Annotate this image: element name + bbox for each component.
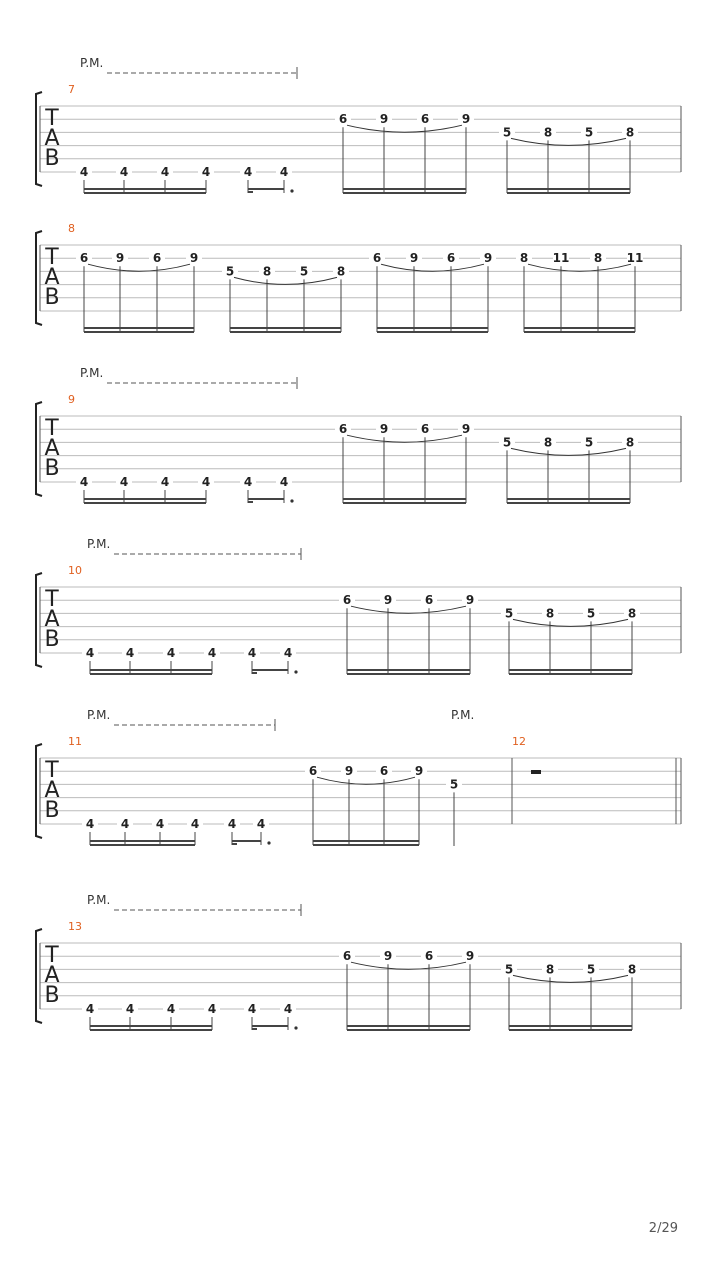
fret-number: 9: [379, 422, 389, 437]
palm-mute-label: P.M.: [87, 708, 111, 722]
fret-number: 5: [586, 606, 596, 621]
tab-clef-letter: T: [45, 416, 59, 441]
slur-arc: [347, 125, 462, 132]
fret-number: 5: [449, 777, 459, 792]
slur-arc: [351, 606, 466, 613]
fret-number: 4: [207, 1002, 217, 1016]
tab-clef-letter: B: [44, 146, 60, 171]
slur-arc: [513, 975, 628, 982]
fret-number: 4: [120, 817, 130, 831]
fret-number: 4: [283, 1002, 293, 1016]
fret-number: 8: [543, 125, 553, 140]
fret-number: 6: [79, 251, 89, 266]
slur-arc: [88, 264, 190, 271]
fret-number: 5: [584, 435, 594, 450]
fret-number: 6: [308, 764, 318, 779]
fret-number: 4: [247, 1002, 257, 1016]
fret-number: 8: [262, 264, 272, 279]
fret-number: 6: [342, 949, 352, 964]
palm-mute-label: P.M.: [80, 56, 104, 70]
fret-number: 6: [342, 593, 352, 608]
fret-number: 8: [625, 125, 635, 140]
slur-arc: [513, 619, 628, 626]
tab-clef-letter: A: [44, 436, 60, 461]
fret-number: 4: [201, 475, 211, 489]
fret-number: 8: [593, 251, 603, 266]
tab-clef-letter: A: [44, 607, 60, 632]
fret-number: 11: [552, 251, 570, 266]
fret-number: 4: [85, 817, 95, 831]
tab-clef-letter: A: [44, 778, 60, 803]
fret-number: 6: [420, 422, 430, 437]
fret-number: 8: [336, 264, 346, 279]
fret-number: 5: [299, 264, 309, 279]
fret-number: 4: [279, 475, 289, 489]
fret-number: 4: [85, 1002, 95, 1016]
rhythm-dot: [294, 1026, 297, 1029]
rhythm-dot: [267, 841, 270, 844]
fret-number: 4: [79, 165, 89, 179]
fret-number: 4: [119, 165, 129, 179]
slur-arc: [528, 264, 631, 271]
slur-arc: [381, 264, 484, 271]
fret-number: 9: [465, 593, 475, 608]
fret-number: 5: [584, 125, 594, 140]
whole-rest: [531, 770, 541, 774]
tab-clef-letter: T: [45, 587, 59, 612]
fret-number: 5: [504, 606, 514, 621]
fret-number: 9: [461, 112, 471, 127]
fret-number: 4: [247, 646, 257, 660]
fret-number: 11: [626, 251, 644, 266]
measure-number: 10: [68, 564, 82, 577]
palm-mute-label: P.M.: [87, 537, 111, 551]
fret-number: 8: [545, 962, 555, 977]
slur-arc: [234, 277, 337, 284]
fret-number: 4: [166, 646, 176, 660]
fret-number: 6: [379, 764, 389, 779]
fret-number: 4: [283, 646, 293, 660]
fret-number: 5: [504, 962, 514, 977]
fret-number: 4: [125, 646, 135, 660]
tab-clef-letter: A: [44, 265, 60, 290]
fret-number: 6: [152, 251, 162, 266]
fret-number: 9: [461, 422, 471, 437]
tab-clef-letter: B: [44, 285, 60, 310]
fret-number: 4: [160, 165, 170, 179]
fret-number: 5: [502, 125, 512, 140]
fret-number: 6: [424, 949, 434, 964]
fret-number: 6: [424, 593, 434, 608]
tab-clef-letter: B: [44, 456, 60, 481]
tab-clef-letter: T: [45, 758, 59, 783]
fret-number: 4: [243, 475, 253, 489]
fret-number: 9: [189, 251, 199, 266]
tab-clef-letter: T: [45, 943, 59, 968]
fret-number: 4: [256, 817, 266, 831]
fret-number: 9: [409, 251, 419, 266]
rhythm-dot: [294, 670, 297, 673]
staff-system: [36, 719, 681, 846]
fret-number: 4: [160, 475, 170, 489]
measure-number: 7: [68, 83, 75, 96]
fret-number: 5: [502, 435, 512, 450]
fret-number: 5: [225, 264, 235, 279]
fret-number: 9: [383, 593, 393, 608]
fret-number: 4: [79, 475, 89, 489]
palm-mute-label: P.M.: [87, 893, 111, 907]
tab-clef-letter: A: [44, 963, 60, 988]
fret-number: 8: [625, 435, 635, 450]
fret-number: 6: [372, 251, 382, 266]
slur-arc: [317, 777, 415, 784]
rhythm-dot: [290, 499, 293, 502]
fret-number: 8: [519, 251, 529, 266]
fret-number: 8: [543, 435, 553, 450]
fret-number: 8: [627, 962, 637, 977]
tab-clef-letter: T: [45, 245, 59, 270]
fret-number: 4: [201, 165, 211, 179]
palm-mute-label: P.M.: [80, 366, 104, 380]
fret-number: 6: [338, 112, 348, 127]
fret-number: 9: [465, 949, 475, 964]
slur-arc: [347, 435, 462, 442]
fret-number: 9: [414, 764, 424, 779]
fret-number: 4: [119, 475, 129, 489]
tab-clef-letter: T: [45, 106, 59, 131]
measure-number: 9: [68, 393, 75, 406]
slur-arc: [511, 448, 626, 455]
page-number: 2/29: [648, 1221, 678, 1236]
palm-mute-label: P.M.: [451, 708, 475, 722]
fret-number: 4: [125, 1002, 135, 1016]
fret-number: 8: [545, 606, 555, 621]
fret-number: 9: [115, 251, 125, 266]
measure-number: 13: [68, 920, 82, 933]
tab-clef-letter: B: [44, 983, 60, 1008]
fret-number: 4: [190, 817, 200, 831]
fret-number: 4: [166, 1002, 176, 1016]
fret-number: 9: [379, 112, 389, 127]
rhythm-dot: [290, 189, 293, 192]
staff-system: [36, 231, 681, 332]
fret-number: 9: [483, 251, 493, 266]
fret-number: 9: [383, 949, 393, 964]
fret-number: 9: [344, 764, 354, 779]
fret-number: 4: [227, 817, 237, 831]
measure-number: 12: [512, 735, 526, 748]
tab-clef-letter: B: [44, 798, 60, 823]
tab-clef-letter: A: [44, 126, 60, 151]
fret-number: 4: [85, 646, 95, 660]
fret-number: 6: [338, 422, 348, 437]
fret-number: 4: [279, 165, 289, 179]
slur-arc: [351, 962, 466, 969]
fret-number: 6: [446, 251, 456, 266]
measure-number: 11: [68, 735, 82, 748]
tab-clef-letter: B: [44, 627, 60, 652]
fret-number: 4: [243, 165, 253, 179]
fret-number: 5: [586, 962, 596, 977]
slur-arc: [511, 138, 626, 145]
fret-number: 4: [155, 817, 165, 831]
fret-number: 4: [207, 646, 217, 660]
measure-number: 8: [68, 222, 75, 235]
fret-number: 6: [420, 112, 430, 127]
fret-number: 8: [627, 606, 637, 621]
